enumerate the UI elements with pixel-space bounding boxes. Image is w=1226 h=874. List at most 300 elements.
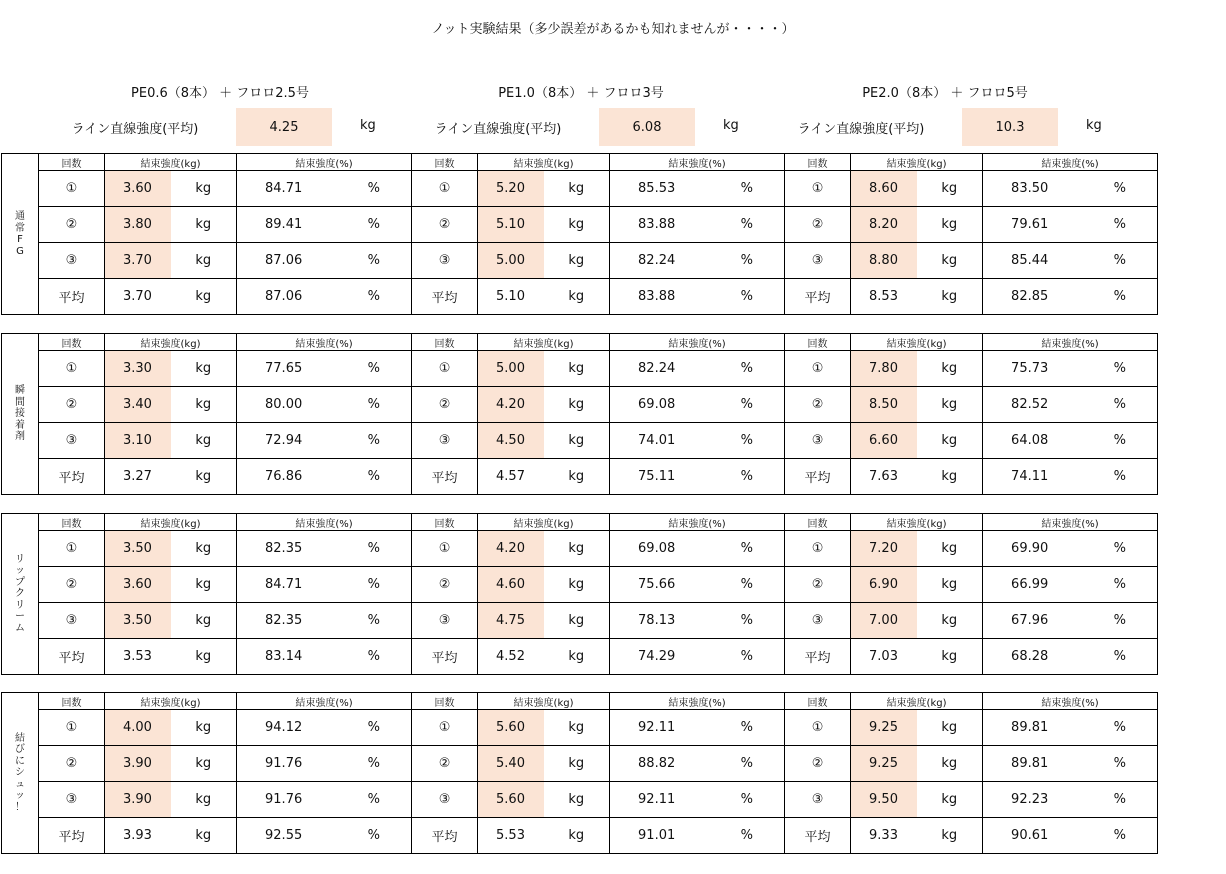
strength-percent-value: 75.73 [983,351,1083,387]
strength-percent-value: 82.35 [237,531,337,567]
strength-percent-value: 90.61 [983,818,1083,854]
strength-percent-value: 69.08 [610,387,710,423]
kg-unit: kg [171,459,237,495]
strength-kg-value: 5.10 [478,207,544,243]
percent-unit: % [710,243,785,279]
section-label-char: 通 [15,211,25,222]
strength-percent-value: 92.23 [983,782,1083,818]
kg-unit: kg [917,207,983,243]
strength-percent-value: 82.24 [610,351,710,387]
average-label: 平均 [39,459,105,495]
strength-kg-value: 4.50 [478,423,544,459]
strength-kg-value: 3.30 [105,351,171,387]
trial-number: ② [785,567,851,603]
section-label-lip-cream [2,514,39,675]
strength-kg-value: 3.50 [105,531,171,567]
strength-percent-value: 92.11 [610,782,710,818]
table-header-row [2,693,1158,710]
results-table-musubi-ni-shu [1,692,1158,854]
section-label-normal-fg [2,154,39,315]
table-row [2,207,1158,243]
results-table-lip-cream [1,513,1158,675]
percent-unit: % [1083,531,1158,567]
line-strength-unit-pe06: kg [360,118,376,133]
header-strength-pct-pe10: 結束強度(%) [610,514,785,531]
percent-unit: % [1083,782,1158,818]
kg-unit: kg [544,639,610,675]
kg-unit: kg [171,603,237,639]
strength-kg-value: 3.80 [105,207,171,243]
section-label-char: 瞬 [15,385,25,397]
strength-kg-value: 8.53 [851,279,917,315]
trial-number: ① [412,531,478,567]
header-strength-kg-pe20: 結束強度(kg) [851,334,983,351]
table-row [2,710,1158,746]
percent-unit: % [710,459,785,495]
section-label-char: ッ [15,790,25,802]
table-header-row [2,334,1158,351]
line-strength-label-pe06: ライン直線強度(平均) [71,122,199,137]
trial-number: ② [412,207,478,243]
strength-percent-value: 74.29 [610,639,710,675]
percent-unit: % [1083,746,1158,782]
strength-kg-value: 9.25 [851,710,917,746]
header-strength-kg-pe06: 結束強度(kg) [105,334,237,351]
percent-unit: % [710,710,785,746]
percent-unit: % [1083,387,1158,423]
kg-unit: kg [171,351,237,387]
strength-kg-value: 8.60 [851,171,917,207]
kg-unit: kg [544,459,610,495]
percent-unit: % [710,387,785,423]
header-count-pe10: 回数 [412,514,478,531]
trial-number: ① [39,351,105,387]
trial-number: ③ [785,423,851,459]
kg-unit: kg [171,207,237,243]
trial-number: ② [39,567,105,603]
header-count-pe10: 回数 [412,334,478,351]
average-label: 平均 [785,279,851,315]
strength-kg-value: 5.00 [478,351,544,387]
header-count-pe06: 回数 [39,693,105,710]
strength-kg-value: 3.90 [105,782,171,818]
strength-kg-value: 5.53 [478,818,544,854]
kg-unit: kg [171,423,237,459]
strength-percent-value: 69.90 [983,531,1083,567]
header-strength-pct-pe06: 結束強度(%) [237,693,412,710]
strength-kg-value: 8.50 [851,387,917,423]
kg-unit: kg [917,171,983,207]
strength-kg-value: 3.90 [105,746,171,782]
strength-percent-value: 85.53 [610,171,710,207]
header-strength-pct-pe20: 結束強度(%) [983,514,1158,531]
strength-percent-value: 87.06 [237,243,337,279]
strength-kg-value: 5.40 [478,746,544,782]
percent-unit: % [337,639,412,675]
strength-percent-value: 91.01 [610,818,710,854]
group-title-pe20: PE2.0（8本） ＋ フロロ5号 [862,86,1028,101]
strength-percent-value: 69.08 [610,531,710,567]
kg-unit: kg [171,387,237,423]
section-label-instant-glue [2,334,39,495]
kg-unit: kg [544,567,610,603]
group-title-pe06: PE0.6（8本） ＋ フロロ2.5号 [131,86,309,101]
trial-number: ① [412,710,478,746]
strength-percent-value: 82.35 [237,603,337,639]
strength-kg-value: 5.60 [478,710,544,746]
strength-kg-value: 3.70 [105,279,171,315]
percent-unit: % [1083,567,1158,603]
percent-unit: % [710,567,785,603]
section-label-char: リ [15,553,25,565]
strength-percent-value: 89.81 [983,746,1083,782]
trial-number: ① [39,171,105,207]
section-label-char: ュ [15,778,25,790]
kg-unit: kg [917,279,983,315]
trial-number: ② [785,746,851,782]
strength-percent-value: 83.88 [610,207,710,243]
header-strength-pct-pe06: 結束強度(%) [237,334,412,351]
kg-unit: kg [917,459,983,495]
kg-unit: kg [544,531,610,567]
percent-unit: % [710,818,785,854]
percent-unit: % [337,603,412,639]
strength-percent-value: 83.14 [237,639,337,675]
percent-unit: % [1083,818,1158,854]
group-title-pe10: PE1.0（8本） ＋ フロロ3号 [498,86,664,101]
kg-unit: kg [544,710,610,746]
strength-percent-value: 94.12 [237,710,337,746]
trial-number: ③ [785,782,851,818]
percent-unit: % [1083,351,1158,387]
header-strength-pct-pe10: 結束強度(%) [610,334,785,351]
strength-percent-value: 92.55 [237,818,337,854]
percent-unit: % [337,423,412,459]
table-row [2,603,1158,639]
strength-percent-value: 91.76 [237,746,337,782]
section-label-char: 常 [15,222,25,234]
trial-number: ① [785,171,851,207]
trial-number: ③ [39,603,105,639]
section-label-char: に [15,755,25,767]
kg-unit: kg [917,387,983,423]
average-label: 平均 [785,818,851,854]
trial-number: ② [412,567,478,603]
strength-kg-value: 4.57 [478,459,544,495]
strength-kg-value: 6.90 [851,567,917,603]
strength-percent-value: 74.11 [983,459,1083,495]
section-label-char: プ [15,576,25,588]
percent-unit: % [337,459,412,495]
average-row [2,639,1158,675]
header-strength-pct-pe20: 結束強度(%) [983,693,1158,710]
kg-unit: kg [544,818,610,854]
section-label-musubi-ni-shu [2,693,39,854]
strength-percent-value: 74.01 [610,423,710,459]
strength-percent-value: 75.66 [610,567,710,603]
kg-unit: kg [544,746,610,782]
kg-unit: kg [917,603,983,639]
strength-percent-value: 79.61 [983,207,1083,243]
average-label: 平均 [412,279,478,315]
average-label: 平均 [412,459,478,495]
section-label-char: リ [15,599,25,611]
header-strength-kg-pe20: 結束強度(kg) [851,514,983,531]
trial-number: ② [39,207,105,243]
section-label-char: ！ [15,801,25,813]
kg-unit: kg [544,423,610,459]
kg-unit: kg [171,243,237,279]
kg-unit: kg [171,531,237,567]
kg-unit: kg [917,639,983,675]
header-count-pe06: 回数 [39,334,105,351]
header-count-pe06: 回数 [39,514,105,531]
kg-unit: kg [171,782,237,818]
strength-kg-value: 5.00 [478,243,544,279]
percent-unit: % [710,746,785,782]
trial-number: ② [785,387,851,423]
line-strength-unit-pe10: kg [723,118,739,133]
strength-kg-value: 5.20 [478,171,544,207]
table-row [2,243,1158,279]
header-strength-kg-pe20: 結束強度(kg) [851,693,983,710]
kg-unit: kg [544,603,610,639]
strength-kg-value: 4.20 [478,387,544,423]
header-count-pe20: 回数 [785,154,851,171]
average-label: 平均 [785,639,851,675]
percent-unit: % [337,171,412,207]
header-count-pe10: 回数 [412,154,478,171]
trial-number: ③ [412,782,478,818]
kg-unit: kg [917,782,983,818]
percent-unit: % [710,171,785,207]
percent-unit: % [337,531,412,567]
table-header-row [2,514,1158,531]
strength-percent-value: 76.86 [237,459,337,495]
strength-kg-value: 5.10 [478,279,544,315]
trial-number: ① [39,531,105,567]
strength-percent-value: 89.81 [983,710,1083,746]
header-count-pe20: 回数 [785,514,851,531]
percent-unit: % [337,207,412,243]
line-strength-value-pe10: 6.08 [599,108,695,146]
trial-number: ② [412,387,478,423]
header-strength-kg-pe06: 結束強度(kg) [105,693,237,710]
kg-unit: kg [171,279,237,315]
average-label: 平均 [39,818,105,854]
kg-unit: kg [917,531,983,567]
percent-unit: % [710,279,785,315]
page-title: ノット実験結果（多少誤差があるかも知れませんが・・・・） [431,22,795,37]
strength-percent-value: 92.11 [610,710,710,746]
strength-kg-value: 4.20 [478,531,544,567]
strength-kg-value: 9.25 [851,746,917,782]
trial-number: ① [39,710,105,746]
strength-kg-value: 7.00 [851,603,917,639]
kg-unit: kg [917,243,983,279]
section-label-char: ッ [15,565,25,577]
kg-unit: kg [544,351,610,387]
average-label: 平均 [39,639,105,675]
strength-kg-value: 3.10 [105,423,171,459]
strength-percent-value: 64.08 [983,423,1083,459]
percent-unit: % [710,423,785,459]
kg-unit: kg [171,171,237,207]
kg-unit: kg [544,782,610,818]
kg-unit: kg [171,818,237,854]
header-strength-pct-pe20: 結束強度(%) [983,334,1158,351]
section-label-char: F [17,234,23,245]
header-strength-pct-pe06: 結束強度(%) [237,154,412,171]
strength-kg-value: 3.93 [105,818,171,854]
average-label: 平均 [412,639,478,675]
strength-percent-value: 83.50 [983,171,1083,207]
trial-number: ① [785,351,851,387]
table-row [2,782,1158,818]
strength-kg-value: 4.00 [105,710,171,746]
percent-unit: % [337,387,412,423]
kg-unit: kg [917,423,983,459]
table-row [2,746,1158,782]
strength-kg-value: 4.75 [478,603,544,639]
strength-kg-value: 7.80 [851,351,917,387]
table-row [2,567,1158,603]
strength-kg-value: 9.33 [851,818,917,854]
percent-unit: % [337,243,412,279]
strength-percent-value: 78.13 [610,603,710,639]
section-label-char: び [15,744,25,756]
header-strength-pct-pe10: 結束強度(%) [610,693,785,710]
section-label-char: G [16,245,24,257]
strength-kg-value: 3.60 [105,567,171,603]
trial-number: ③ [412,423,478,459]
header-strength-kg-pe10: 結束強度(kg) [478,154,610,171]
kg-unit: kg [171,710,237,746]
table-row [2,171,1158,207]
strength-percent-value: 67.96 [983,603,1083,639]
percent-unit: % [710,531,785,567]
header-strength-kg-pe10: 結束強度(kg) [478,693,610,710]
header-count-pe06: 回数 [39,154,105,171]
strength-percent-value: 82.85 [983,279,1083,315]
kg-unit: kg [544,279,610,315]
average-label: 平均 [412,818,478,854]
percent-unit: % [710,639,785,675]
strength-percent-value: 80.00 [237,387,337,423]
strength-kg-value: 8.20 [851,207,917,243]
line-strength-label-pe10: ライン直線強度(平均) [434,122,562,137]
strength-kg-value: 7.20 [851,531,917,567]
section-label-char: ク [15,588,25,600]
percent-unit: % [710,782,785,818]
line-strength-label-pe20: ライン直線強度(平均) [797,122,925,137]
strength-kg-value: 4.52 [478,639,544,675]
kg-unit: kg [171,639,237,675]
results-table-normal-fg [1,153,1158,315]
trial-number: ② [785,207,851,243]
trial-number: ② [39,387,105,423]
trial-number: ① [785,531,851,567]
section-label-char: 接 [15,408,25,420]
trial-number: ① [785,710,851,746]
average-label: 平均 [785,459,851,495]
header-strength-kg-pe06: 結束強度(kg) [105,514,237,531]
section-label-char: 着 [15,419,25,431]
table-row [2,387,1158,423]
header-count-pe20: 回数 [785,693,851,710]
table-header-row [2,154,1158,171]
kg-unit: kg [544,207,610,243]
header-strength-pct-pe20: 結束強度(%) [983,154,1158,171]
average-row [2,818,1158,854]
strength-kg-value: 6.60 [851,423,917,459]
percent-unit: % [1083,639,1158,675]
header-strength-pct-pe10: 結束強度(%) [610,154,785,171]
average-row [2,459,1158,495]
trial-number: ② [39,746,105,782]
trial-number: ② [412,746,478,782]
line-strength-unit-pe20: kg [1086,118,1102,133]
kg-unit: kg [917,746,983,782]
strength-kg-value: 3.70 [105,243,171,279]
percent-unit: % [337,746,412,782]
strength-kg-value: 4.60 [478,567,544,603]
percent-unit: % [337,567,412,603]
kg-unit: kg [544,171,610,207]
table-row [2,423,1158,459]
header-count-pe10: 回数 [412,693,478,710]
percent-unit: % [710,603,785,639]
section-label-char: 結 [15,732,25,744]
header-strength-pct-pe06: 結束強度(%) [237,514,412,531]
kg-unit: kg [917,567,983,603]
header-strength-kg-pe06: 結束強度(kg) [105,154,237,171]
strength-kg-value: 3.50 [105,603,171,639]
trial-number: ③ [412,603,478,639]
strength-kg-value: 7.03 [851,639,917,675]
line-strength-value-pe20: 10.3 [962,108,1058,146]
strength-kg-value: 3.60 [105,171,171,207]
strength-percent-value: 75.11 [610,459,710,495]
header-strength-kg-pe20: 結束強度(kg) [851,154,983,171]
header-count-pe20: 回数 [785,334,851,351]
strength-percent-value: 85.44 [983,243,1083,279]
percent-unit: % [1083,459,1158,495]
percent-unit: % [1083,243,1158,279]
trial-number: ③ [39,243,105,279]
strength-percent-value: 88.82 [610,746,710,782]
percent-unit: % [1083,603,1158,639]
strength-kg-value: 5.60 [478,782,544,818]
trial-number: ① [412,351,478,387]
kg-unit: kg [917,351,983,387]
percent-unit: % [1083,207,1158,243]
kg-unit: kg [544,387,610,423]
section-label-char: 間 [15,396,25,408]
section-label-char: シ [15,767,25,779]
table-row [2,531,1158,567]
strength-percent-value: 72.94 [237,423,337,459]
trial-number: ① [412,171,478,207]
percent-unit: % [1083,279,1158,315]
header-strength-kg-pe10: 結束強度(kg) [478,334,610,351]
results-table-instant-glue [1,333,1158,495]
kg-unit: kg [171,746,237,782]
percent-unit: % [337,351,412,387]
header-strength-kg-pe10: 結束強度(kg) [478,514,610,531]
percent-unit: % [710,207,785,243]
average-label: 平均 [39,279,105,315]
